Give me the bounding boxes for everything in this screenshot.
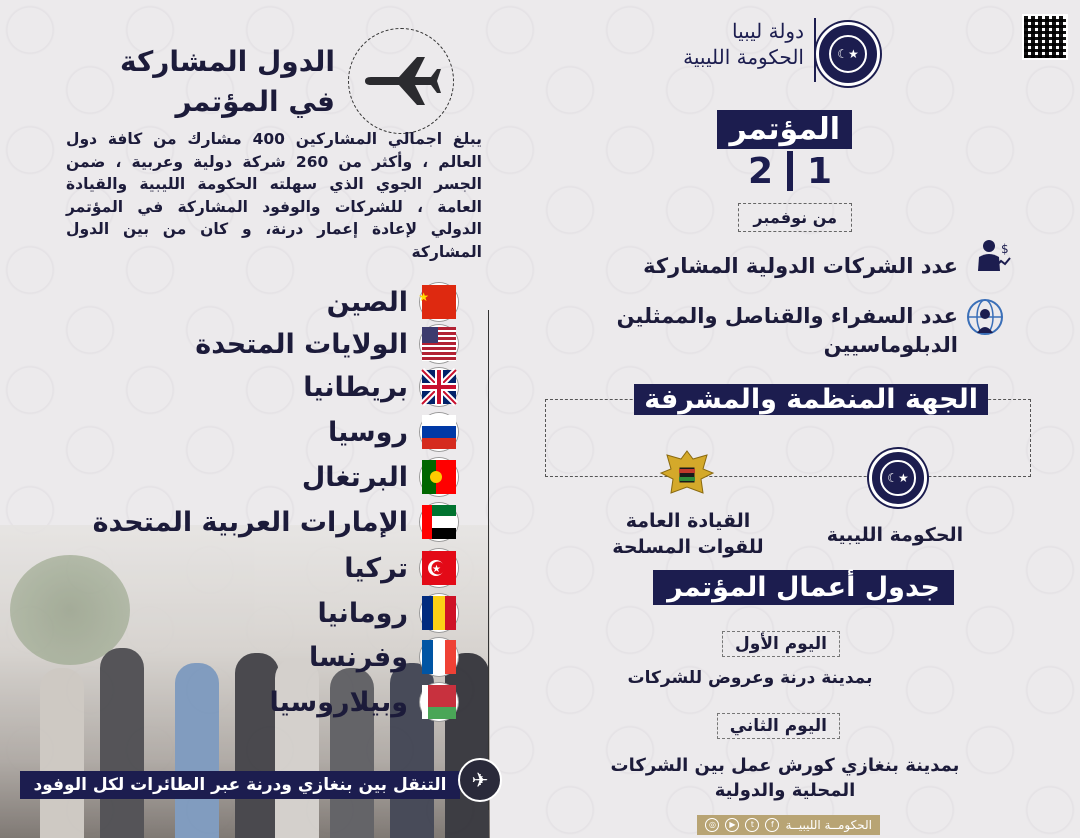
uk-flag-icon xyxy=(420,368,458,406)
france-flag-icon xyxy=(420,638,458,676)
logo-line-2: الحكومة الليبية xyxy=(683,45,804,69)
transfer-note: التنقل بين بنغازي ودرنة عبر الطائرات لكل الوفود xyxy=(20,771,460,799)
country-name: الولايات المتحدة xyxy=(195,328,408,360)
country-name: رومانيا xyxy=(317,597,408,629)
uae-flag-icon xyxy=(420,503,458,541)
stat-diplomats-label: عدد السفراء والقناصل والممثلين الدبلوماسيين xyxy=(616,304,958,357)
day-end: 2 xyxy=(747,150,773,192)
romania-flag-icon xyxy=(420,594,458,632)
usa-flag-icon xyxy=(420,325,458,363)
business-person-icon xyxy=(975,237,1011,273)
stat-companies-label: عدد الشركات الدولية المشاركة xyxy=(643,254,958,278)
youtube-icon[interactable]: ▶ xyxy=(725,818,739,832)
country-uae xyxy=(93,503,458,541)
country-france xyxy=(309,638,458,676)
globe-plane-icon: ✈ xyxy=(458,758,502,802)
russia-flag-icon xyxy=(420,413,458,451)
participants-title-line1: الدول المشاركة xyxy=(119,45,335,78)
country-china xyxy=(327,283,458,321)
country-russia xyxy=(328,413,458,451)
footer-label: الحكومــة الليبيــة xyxy=(785,818,872,832)
portugal-flag-icon xyxy=(420,458,458,496)
airplane-icon xyxy=(348,28,454,134)
logo-divider xyxy=(814,18,816,82)
column-divider xyxy=(488,310,489,810)
day-two-label: اليوم الثاني xyxy=(717,713,840,739)
participants-paragraph: يبلغ اجمالي المشاركين 400 مشارك من كافة دول العالم ، وأكثر من 260 شركة دولية وعربية ، ضمن الجسر الجوي الذي سهلته الحكومة الليبية والقيادة العامة ، للشركات والوفود المشاركة في المؤتمر الدولي لإعادة إعمار درنة، و كان من بين الدول المشاركة xyxy=(66,130,482,261)
globe-network-icon xyxy=(965,297,1005,337)
participants-title xyxy=(120,42,335,122)
logo-line-1: دولة ليبيا xyxy=(731,19,804,43)
footer-bar xyxy=(697,815,880,835)
country-usa xyxy=(195,325,458,363)
conference-title: المؤتمر xyxy=(717,110,852,149)
country-name: الصين xyxy=(326,286,408,318)
day-one-desc: بمدينة درنة وعروض للشركات xyxy=(627,668,873,688)
conference-month: من نوفمبر xyxy=(738,203,852,232)
svg-text:★: ★ xyxy=(432,564,441,575)
organizers-title: الجهة المنظمة والمشرفة xyxy=(634,384,988,415)
country-name: وفرنسا xyxy=(308,641,408,673)
organizer-armed-forces: القيادة العامة للقوات المسلحة xyxy=(612,510,764,558)
country-name: تركيا xyxy=(344,552,408,584)
belarus-flag-icon xyxy=(420,683,458,721)
date-separator xyxy=(787,151,793,191)
government-logo-text xyxy=(654,18,804,70)
svg-text:$: $ xyxy=(1001,242,1009,256)
country-name: البرتغال xyxy=(301,461,408,493)
turkey-flag-icon xyxy=(420,549,458,587)
country-portugal xyxy=(302,458,458,496)
country-name: الإمارات العربية المتحدة xyxy=(92,506,408,538)
stat-diplomats xyxy=(558,302,958,360)
country-uk xyxy=(303,368,458,406)
country-name: وبيلاروسيا xyxy=(269,686,408,718)
instagram-icon[interactable]: ◎ xyxy=(705,818,719,832)
country-name: بريطانيا xyxy=(303,371,408,403)
conference-dates xyxy=(732,148,848,194)
libya-government-emblem-icon: ☾★ xyxy=(816,22,880,86)
organizer-government: الحكومة الليبية xyxy=(826,524,964,546)
svg-text:★: ★ xyxy=(418,290,429,304)
eagle-emblem-icon xyxy=(659,447,715,501)
qr-code xyxy=(1022,14,1068,60)
country-name: روسيا xyxy=(327,416,408,448)
libya-government-emblem-icon: ☾★ xyxy=(869,449,927,507)
day-start: 1 xyxy=(807,150,833,192)
country-belarus xyxy=(270,683,458,721)
country-turkey xyxy=(344,549,458,587)
china-flag-icon xyxy=(420,283,458,321)
day-one-label: اليوم الأول xyxy=(722,631,840,657)
day-two-desc: بمدينة بنغازي كورش عمل بين الشركات المحلية والدولية xyxy=(610,755,960,801)
country-romania xyxy=(318,594,458,632)
schedule-title: جدول أعمال المؤتمر xyxy=(653,570,954,605)
facebook-icon[interactable]: f xyxy=(765,818,779,832)
participants-title-line2: في المؤتمر xyxy=(175,85,335,118)
stat-companies xyxy=(558,252,958,281)
twitter-icon[interactable]: t xyxy=(745,818,759,832)
